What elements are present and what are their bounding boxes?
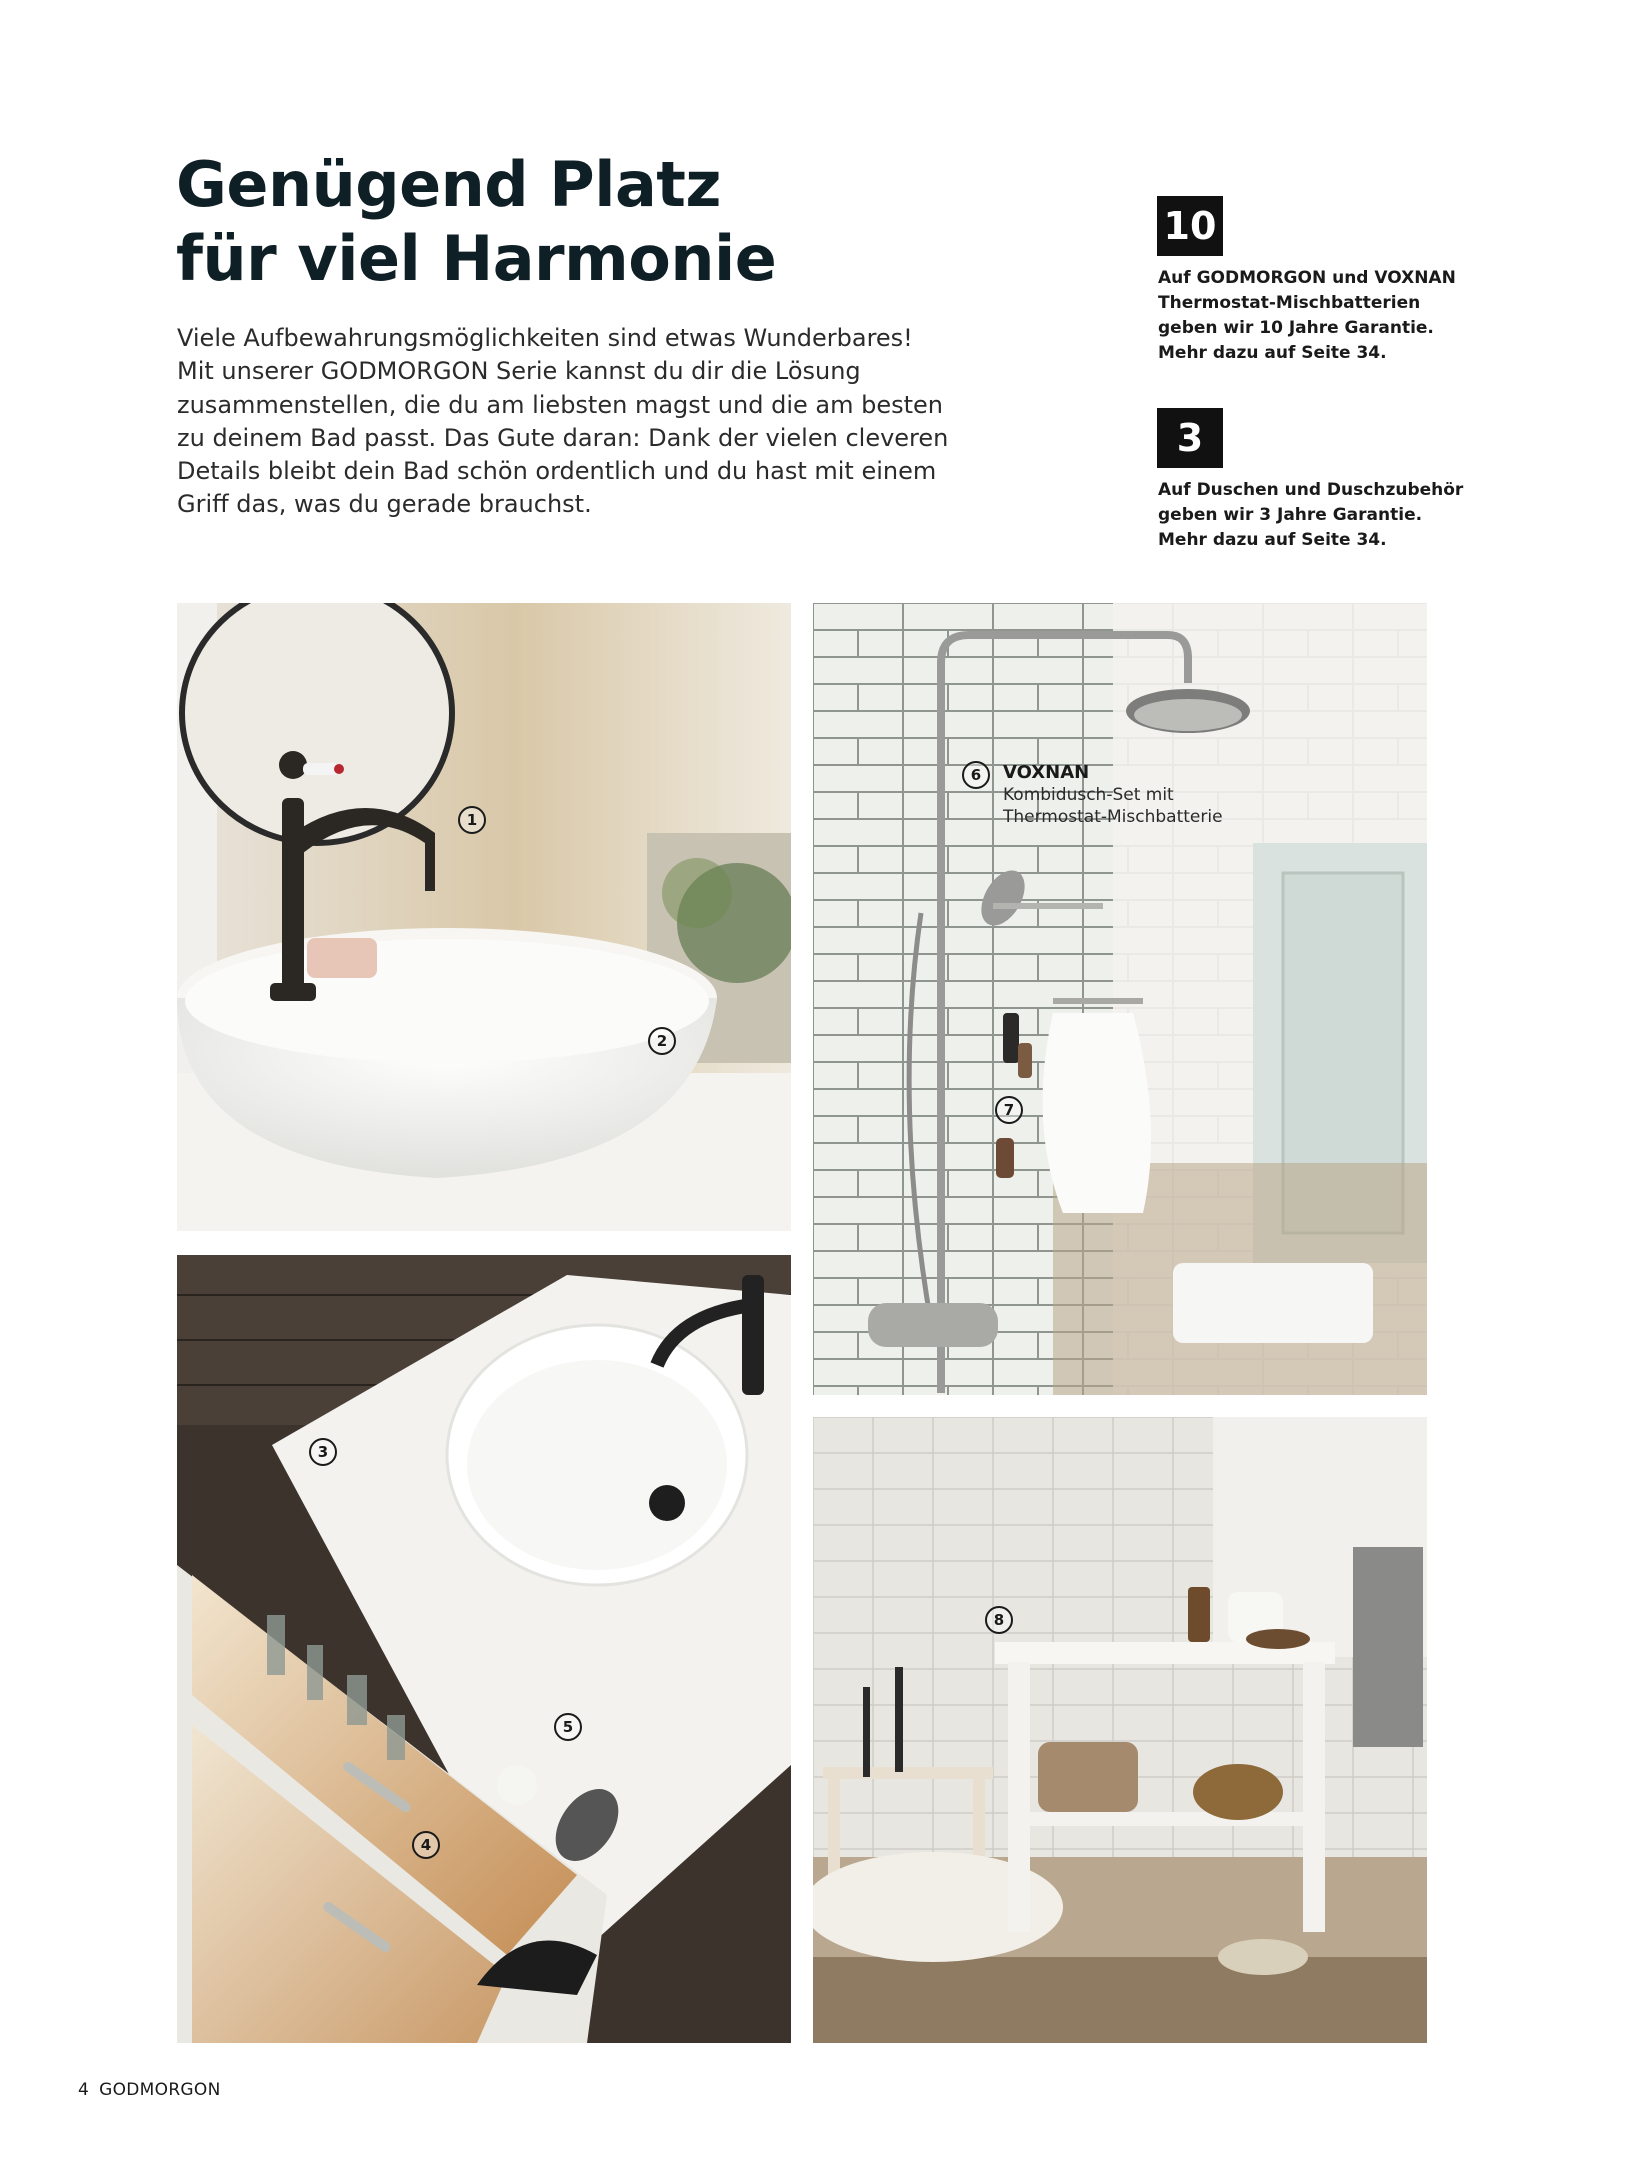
marker-7[interactable]: 7 xyxy=(995,1096,1023,1124)
intro-line: Details bleibt dein Bad schön ordentlich und du hast mit einem xyxy=(177,457,937,486)
product-description-line-1: Kombidusch-Set mit xyxy=(1003,785,1174,805)
marker-4[interactable]: 4 xyxy=(412,1831,440,1859)
photo-faucet-basin xyxy=(177,603,791,1231)
guarantee-line: Auf GODMORGON und VOXNAN xyxy=(1158,268,1456,288)
marker-2[interactable]: 2 xyxy=(648,1027,676,1055)
intro-line: Mit unserer GODMORGON Serie kannst du dir die Lösung xyxy=(177,357,861,386)
marker-8[interactable]: 8 xyxy=(985,1606,1013,1634)
guarantee-line: geben wir 3 Jahre Garantie. xyxy=(1158,505,1423,525)
photo-vanity-drawers xyxy=(177,1255,791,2043)
intro-line: zusammenstellen, die du am liebsten magst und die am besten xyxy=(177,390,943,419)
photo-shower xyxy=(813,603,1427,1395)
page-title-line-1: Genügend Platz xyxy=(176,148,722,221)
intro-line: Griff das, was du gerade brauchst. xyxy=(177,490,592,519)
guarantee-line: Thermostat-Mischbatterien xyxy=(1158,293,1421,313)
page-number: 4 xyxy=(78,2080,90,2100)
page-title-line-2: für viel Harmonie xyxy=(176,222,777,295)
footer-section-name: GODMORGON xyxy=(99,2080,221,2100)
marker-6[interactable]: 6 xyxy=(962,761,990,789)
guarantee-line: Mehr dazu auf Seite 34. xyxy=(1158,343,1387,363)
marker-5[interactable]: 5 xyxy=(554,1713,582,1741)
product-description-line-2: Thermostat-Mischbatterie xyxy=(1003,807,1223,827)
guarantee-line: Mehr dazu auf Seite 34. xyxy=(1158,530,1387,550)
guarantee-line: Auf Duschen und Duschzubehör xyxy=(1158,480,1464,500)
intro-line: Viele Aufbewahrungsmöglichkeiten sind etwas Wunderbares! xyxy=(177,324,913,352)
guarantee-text-3 xyxy=(1158,478,1488,553)
intro-line: zu deinem Bad passt. Das Gute daran: Dank der vielen cleveren xyxy=(177,423,949,452)
page-title xyxy=(176,148,776,296)
product-label-voxnan xyxy=(1003,762,1223,828)
guarantee-badge-10: 10 xyxy=(1157,196,1223,256)
marker-1[interactable]: 1 xyxy=(458,806,486,834)
page-footer xyxy=(78,2080,221,2100)
photo-bench xyxy=(813,1417,1427,2043)
guarantee-text-10 xyxy=(1158,266,1488,366)
intro-paragraph xyxy=(177,322,949,522)
product-name: VOXNAN xyxy=(1003,762,1090,783)
marker-3[interactable]: 3 xyxy=(309,1438,337,1466)
guarantee-badge-3: 3 xyxy=(1157,408,1223,468)
guarantee-line: geben wir 10 Jahre Garantie. xyxy=(1158,318,1434,338)
